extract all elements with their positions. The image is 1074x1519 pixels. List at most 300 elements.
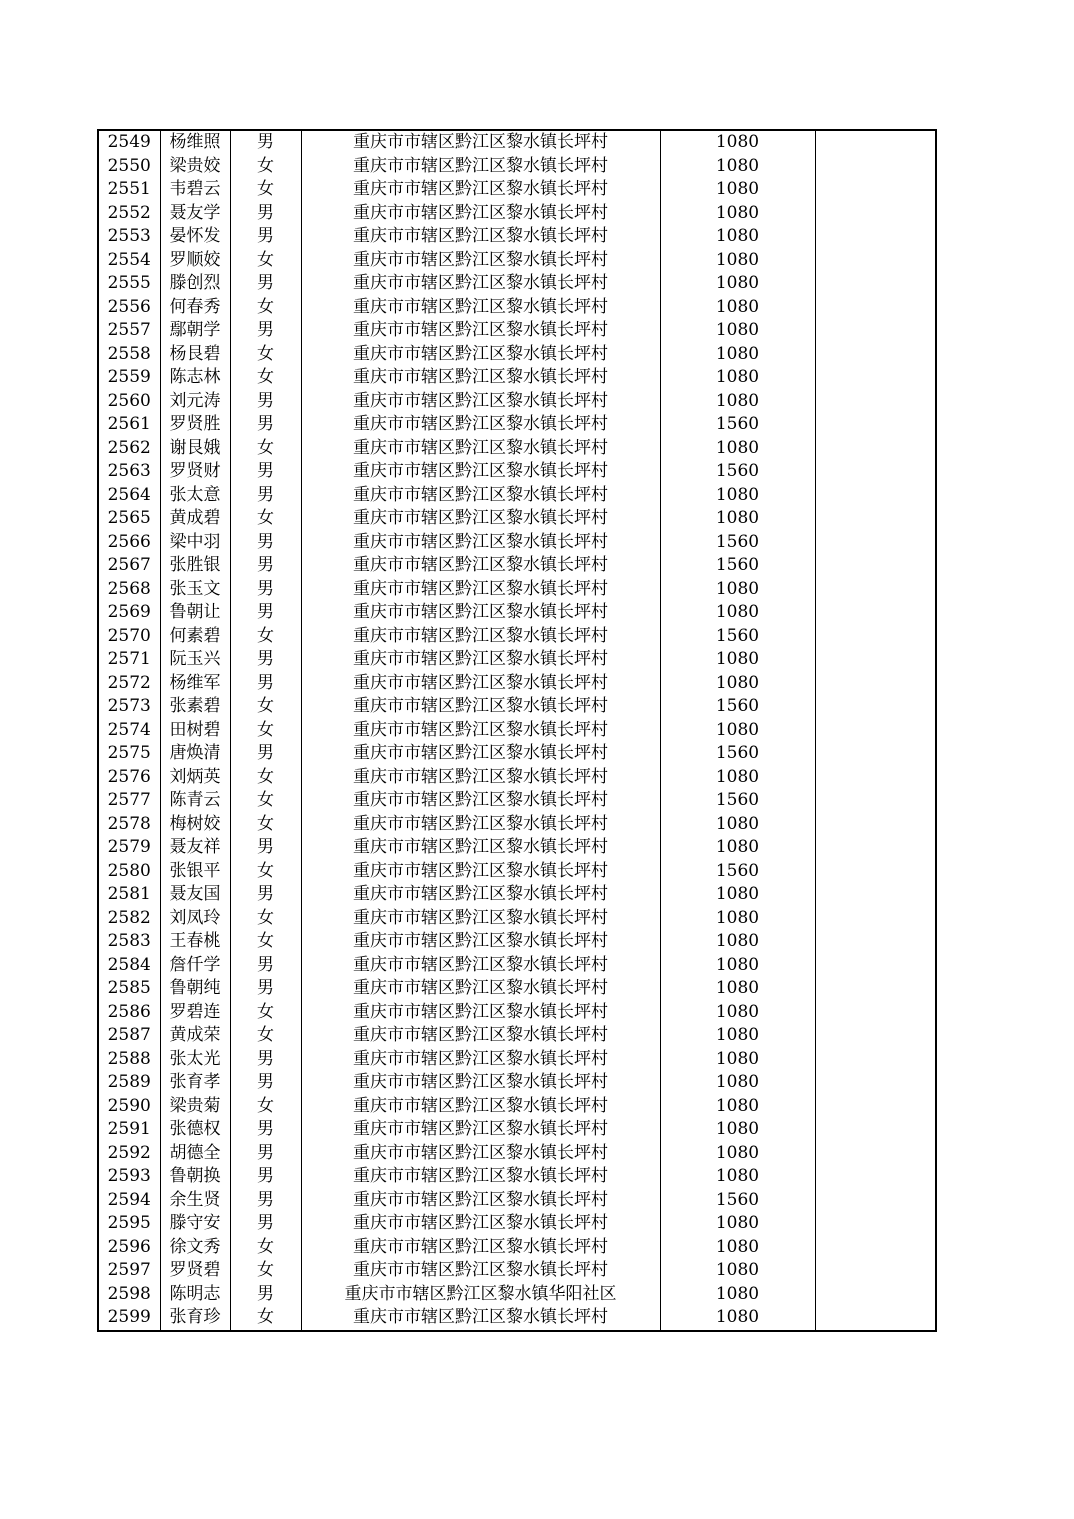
cell-gender: 女 [230,155,301,179]
cell-remark [815,883,936,907]
cell-remark [815,319,936,343]
cell-amount: 1080 [660,883,815,907]
cell-amount: 1080 [660,766,815,790]
cell-amount: 1560 [660,742,815,766]
cell-gender: 女 [230,366,301,390]
cell-number: 2565 [107,508,151,528]
table-row [98,484,936,508]
cell-number: 2564 [107,484,151,505]
cell-amount: 1080 [660,1165,815,1189]
cell-amount: 1080 [660,1024,815,1048]
cell-name: 杨艮碧 [160,343,230,367]
cell-number: 2598 [107,1283,151,1304]
cell-address: 重庆市市辖区黔江区黎水镇长坪村 [301,695,660,719]
cell-amount: 1080 [660,225,815,249]
table-row [98,390,936,414]
cell-remark [815,249,936,273]
cell-number: 2587 [107,1025,151,1045]
cell-address: 重庆市市辖区黔江区黎水镇长坪村 [301,319,660,343]
cell-gender: 男 [230,1212,301,1236]
cell-name: 杨维军 [160,672,230,696]
table-row [98,319,936,343]
cell-remark [815,1048,936,1072]
table-row [98,977,936,1001]
cell-remark [815,648,936,672]
cell-name: 刘炳英 [160,766,230,790]
table-row [98,249,936,273]
cell-gender: 女 [230,178,301,202]
cell-remark [815,977,936,1001]
table-row [98,648,936,672]
cell-remark [815,178,936,202]
cell-name: 鲁朝换 [160,1165,230,1189]
cell-amount: 1080 [660,1236,815,1260]
cell-number: 2575 [107,743,151,763]
cell-gender: 男 [230,578,301,602]
cell-address: 重庆市市辖区黔江区黎水镇长坪村 [301,1236,660,1260]
cell-number: 2569 [107,602,151,622]
cell-amount: 1080 [660,296,815,320]
cell-address: 重庆市市辖区黔江区黎水镇长坪村 [301,789,660,813]
cell-amount: 1080 [660,813,815,837]
cell-name: 聂友祥 [160,836,230,860]
cell-number: 2566 [107,531,151,552]
cell-gender: 女 [230,1095,301,1119]
cell-number: 2589 [107,1072,151,1092]
cell-amount: 1080 [660,930,815,954]
cell-number: 2552 [107,202,151,223]
cell-amount: 1560 [660,554,815,578]
cell-gender: 男 [230,1118,301,1142]
cell-amount: 1560 [660,1189,815,1213]
cell-address: 重庆市市辖区黔江区黎水镇长坪村 [301,1095,660,1119]
cell-name: 张银平 [160,860,230,884]
cell-name: 梅树姣 [160,813,230,837]
cell-address: 重庆市市辖区黔江区黎水镇长坪村 [301,460,660,484]
table-row [98,883,936,907]
cell-address: 重庆市市辖区黔江区黎水镇长坪村 [301,390,660,414]
cell-remark [815,1165,936,1189]
cell-address: 重庆市市辖区黔江区黎水镇长坪村 [301,601,660,625]
cell-number: 2556 [107,296,151,317]
cell-number: 2580 [107,860,151,881]
cell-address: 重庆市市辖区黔江区黎水镇长坪村 [301,742,660,766]
cell-remark [815,860,936,884]
cell-number: 2572 [107,672,151,693]
cell-number: 2574 [107,719,151,740]
cell-gender: 男 [230,1071,301,1095]
cell-remark [815,1095,936,1119]
cell-gender: 女 [230,719,301,743]
cell-address: 重庆市市辖区黔江区黎水镇长坪村 [301,296,660,320]
cell-address: 重庆市市辖区黔江区黎水镇长坪村 [301,930,660,954]
cell-remark [815,578,936,602]
cell-amount: 1080 [660,954,815,978]
cell-gender: 男 [230,977,301,1001]
cell-gender: 男 [230,836,301,860]
cell-amount: 1080 [660,437,815,461]
cell-number: 2583 [107,931,151,951]
cell-remark [815,155,936,179]
table-row [98,366,936,390]
cell-name: 陈青云 [160,789,230,813]
cell-number: 2586 [107,1001,151,1022]
table-row [98,343,936,367]
table-row [98,155,936,179]
table-row [98,225,936,249]
cell-name: 聂友学 [160,202,230,226]
table-row [98,672,936,696]
cell-gender: 女 [230,695,301,719]
cell-gender: 女 [230,249,301,273]
roster-table [97,129,937,1332]
cell-amount: 1080 [660,601,815,625]
cell-number: 2560 [107,390,151,411]
cell-address: 重庆市市辖区黔江区黎水镇长坪村 [301,366,660,390]
cell-number: 2594 [107,1189,151,1210]
cell-amount: 1080 [660,272,815,296]
cell-amount: 1080 [660,1048,815,1072]
cell-address: 重庆市市辖区黔江区黎水镇长坪村 [301,507,660,531]
cell-remark [815,343,936,367]
cell-name: 罗贤碧 [160,1259,230,1283]
cell-number: 2558 [107,343,151,364]
cell-amount: 1080 [660,578,815,602]
cell-address: 重庆市市辖区黔江区黎水镇长坪村 [301,1165,660,1189]
cell-remark [815,484,936,508]
cell-amount: 1080 [660,155,815,179]
cell-address: 重庆市市辖区黔江区黎水镇长坪村 [301,484,660,508]
cell-number: 2581 [107,884,151,904]
cell-gender: 男 [230,601,301,625]
table-row [98,1118,936,1142]
cell-address: 重庆市市辖区黔江区黎水镇长坪村 [301,437,660,461]
cell-gender: 女 [230,1236,301,1260]
cell-remark [815,225,936,249]
cell-address: 重庆市市辖区黔江区黎水镇长坪村 [301,813,660,837]
table-row [98,930,936,954]
table-row [98,1259,936,1283]
table-row [98,296,936,320]
cell-remark [815,366,936,390]
cell-number: 2599 [107,1307,151,1327]
cell-gender: 男 [230,225,301,249]
cell-name: 胡德全 [160,1142,230,1166]
cell-number: 2561 [107,414,151,434]
cell-number: 2592 [107,1142,151,1163]
cell-amount: 1080 [660,977,815,1001]
cell-remark [815,390,936,414]
cell-amount: 1080 [660,319,815,343]
cell-number: 2568 [107,578,151,599]
cell-address: 重庆市市辖区黔江区黎水镇长坪村 [301,1306,660,1331]
cell-number: 2559 [107,367,151,387]
cell-gender: 女 [230,907,301,931]
cell-name: 罗顺姣 [160,249,230,273]
cell-address: 重庆市市辖区黔江区黎水镇长坪村 [301,766,660,790]
cell-gender: 男 [230,130,301,155]
cell-remark [815,1236,936,1260]
cell-name: 梁贵姣 [160,155,230,179]
cell-address: 重庆市市辖区黔江区黎水镇长坪村 [301,202,660,226]
cell-remark [815,954,936,978]
cell-address: 重庆市市辖区黔江区黎水镇长坪村 [301,531,660,555]
cell-number: 2557 [107,320,151,340]
table-row [98,531,936,555]
cell-name: 陈明志 [160,1283,230,1307]
cell-name: 何春秀 [160,296,230,320]
cell-gender: 男 [230,1283,301,1307]
roster-table-body [98,130,936,1331]
cell-number: 2567 [107,555,151,575]
cell-address: 重庆市市辖区黔江区黎水镇长坪村 [301,1189,660,1213]
cell-remark [815,742,936,766]
cell-gender: 男 [230,413,301,437]
cell-amount: 1080 [660,1095,815,1119]
cell-gender: 男 [230,390,301,414]
table-row [98,625,936,649]
table-row [98,860,936,884]
cell-number: 2549 [107,132,151,152]
cell-number: 2555 [107,273,151,293]
cell-remark [815,1001,936,1025]
cell-gender: 男 [230,1189,301,1213]
cell-remark [815,789,936,813]
cell-address: 重庆市市辖区黔江区黎水镇长坪村 [301,954,660,978]
table-row [98,601,936,625]
table-row [98,719,936,743]
table-row [98,413,936,437]
cell-name: 田树碧 [160,719,230,743]
cell-number: 2588 [107,1048,151,1069]
cell-remark [815,413,936,437]
cell-remark [815,766,936,790]
cell-gender: 男 [230,554,301,578]
table-row [98,813,936,837]
cell-address: 重庆市市辖区黔江区黎水镇长坪村 [301,130,660,155]
cell-name: 张育珍 [160,1306,230,1331]
cell-amount: 1080 [660,1283,815,1307]
cell-amount: 1080 [660,1071,815,1095]
cell-amount: 1080 [660,1142,815,1166]
cell-address: 重庆市市辖区黔江区黎水镇长坪村 [301,625,660,649]
cell-amount: 1080 [660,1212,815,1236]
cell-address: 重庆市市辖区黔江区黎水镇长坪村 [301,1024,660,1048]
cell-name: 梁贵菊 [160,1095,230,1119]
cell-remark [815,1118,936,1142]
cell-address: 重庆市市辖区黔江区黎水镇长坪村 [301,1212,660,1236]
cell-gender: 男 [230,319,301,343]
cell-amount: 1080 [660,1118,815,1142]
table-row [98,437,936,461]
cell-amount: 1080 [660,1259,815,1283]
cell-remark [815,296,936,320]
cell-amount: 1560 [660,531,815,555]
cell-name: 黄成荣 [160,1024,230,1048]
cell-remark [815,272,936,296]
cell-gender: 女 [230,766,301,790]
cell-name: 唐焕清 [160,742,230,766]
cell-remark [815,460,936,484]
cell-name: 鄢朝学 [160,319,230,343]
cell-number: 2582 [107,907,151,928]
cell-address: 重庆市市辖区黔江区黎水镇长坪村 [301,1142,660,1166]
table-row [98,130,936,155]
cell-name: 张太光 [160,1048,230,1072]
cell-number: 2579 [107,837,151,857]
cell-remark [815,672,936,696]
cell-address: 重庆市市辖区黔江区黎水镇长坪村 [301,860,660,884]
table-row [98,1095,936,1119]
cell-number: 2576 [107,766,151,787]
cell-address: 重庆市市辖区黔江区黎水镇长坪村 [301,883,660,907]
cell-remark [815,437,936,461]
cell-gender: 女 [230,343,301,367]
cell-number: 2597 [107,1260,151,1280]
cell-number: 2553 [107,226,151,246]
cell-amount: 1080 [660,672,815,696]
table-row [98,1024,936,1048]
cell-name: 梁中羽 [160,531,230,555]
table-row [98,554,936,578]
table-row [98,272,936,296]
table-row [98,907,936,931]
cell-number: 2593 [107,1166,151,1186]
cell-amount: 1560 [660,625,815,649]
cell-remark [815,554,936,578]
cell-number: 2585 [107,978,151,998]
cell-name: 刘元涛 [160,390,230,414]
cell-gender: 女 [230,813,301,837]
cell-address: 重庆市市辖区黔江区黎水镇长坪村 [301,907,660,931]
cell-remark [815,1306,936,1331]
cell-amount: 1080 [660,130,815,155]
cell-name: 罗贤胜 [160,413,230,437]
cell-name: 滕守安 [160,1212,230,1236]
cell-number: 2573 [107,696,151,716]
cell-remark [815,1142,936,1166]
cell-amount: 1080 [660,1001,815,1025]
cell-amount: 1080 [660,202,815,226]
cell-number: 2554 [107,249,151,270]
cell-remark [815,719,936,743]
cell-amount: 1080 [660,366,815,390]
table-row [98,789,936,813]
cell-remark [815,1259,936,1283]
cell-name: 聂友国 [160,883,230,907]
cell-address: 重庆市市辖区黔江区黎水镇长坪村 [301,554,660,578]
cell-name: 韦碧云 [160,178,230,202]
cell-amount: 1560 [660,460,815,484]
cell-name: 张育孝 [160,1071,230,1095]
cell-name: 阮玉兴 [160,648,230,672]
cell-remark [815,531,936,555]
cell-amount: 1560 [660,413,815,437]
cell-gender: 女 [230,1306,301,1331]
cell-name: 鲁朝让 [160,601,230,625]
cell-number: 2562 [107,437,151,458]
cell-number: 2596 [107,1236,151,1257]
cell-address: 重庆市市辖区黔江区黎水镇长坪村 [301,1048,660,1072]
table-row [98,836,936,860]
cell-gender: 男 [230,1142,301,1166]
cell-amount: 1560 [660,860,815,884]
cell-number: 2577 [107,790,151,810]
cell-gender: 女 [230,860,301,884]
cell-name: 罗贤财 [160,460,230,484]
table-row [98,1071,936,1095]
cell-name: 何素碧 [160,625,230,649]
cell-number: 2591 [107,1119,151,1139]
cell-address: 重庆市市辖区黔江区黎水镇长坪村 [301,413,660,437]
cell-gender: 男 [230,742,301,766]
cell-gender: 男 [230,1165,301,1189]
cell-name: 张胜银 [160,554,230,578]
cell-name: 王春桃 [160,930,230,954]
cell-address: 重庆市市辖区黔江区黎水镇长坪村 [301,672,660,696]
cell-remark [815,930,936,954]
cell-number: 2563 [107,461,151,481]
cell-gender: 女 [230,1259,301,1283]
table-row [98,1165,936,1189]
cell-gender: 女 [230,1001,301,1025]
table-row [98,1283,936,1307]
table-row [98,578,936,602]
cell-gender: 女 [230,507,301,531]
cell-amount: 1080 [660,249,815,273]
cell-remark [815,1189,936,1213]
cell-gender: 女 [230,930,301,954]
cell-remark [815,836,936,860]
table-row [98,742,936,766]
cell-number: 2578 [107,813,151,834]
cell-number: 2570 [107,625,151,646]
table-row [98,1236,936,1260]
cell-name: 鲁朝纯 [160,977,230,1001]
table-row [98,1142,936,1166]
cell-number: 2571 [107,649,151,669]
cell-remark [815,907,936,931]
cell-gender: 男 [230,672,301,696]
cell-gender: 男 [230,272,301,296]
cell-remark [815,1024,936,1048]
cell-remark [815,1071,936,1095]
cell-gender: 男 [230,883,301,907]
cell-gender: 女 [230,437,301,461]
table-row [98,1306,936,1331]
cell-name: 徐文秀 [160,1236,230,1260]
cell-address: 重庆市市辖区黔江区黎水镇长坪村 [301,648,660,672]
cell-number: 2584 [107,954,151,975]
table-row [98,1212,936,1236]
table-row [98,1048,936,1072]
cell-amount: 1080 [660,484,815,508]
cell-name: 张德权 [160,1118,230,1142]
cell-amount: 1080 [660,178,815,202]
cell-remark [815,202,936,226]
cell-amount: 1080 [660,507,815,531]
cell-remark [815,695,936,719]
cell-address: 重庆市市辖区黔江区黎水镇长坪村 [301,272,660,296]
cell-remark [815,813,936,837]
cell-amount: 1080 [660,343,815,367]
cell-amount: 1080 [660,390,815,414]
cell-gender: 男 [230,484,301,508]
cell-address: 重庆市市辖区黔江区黎水镇长坪村 [301,719,660,743]
table-row [98,178,936,202]
cell-gender: 男 [230,1048,301,1072]
cell-number: 2595 [107,1213,151,1233]
